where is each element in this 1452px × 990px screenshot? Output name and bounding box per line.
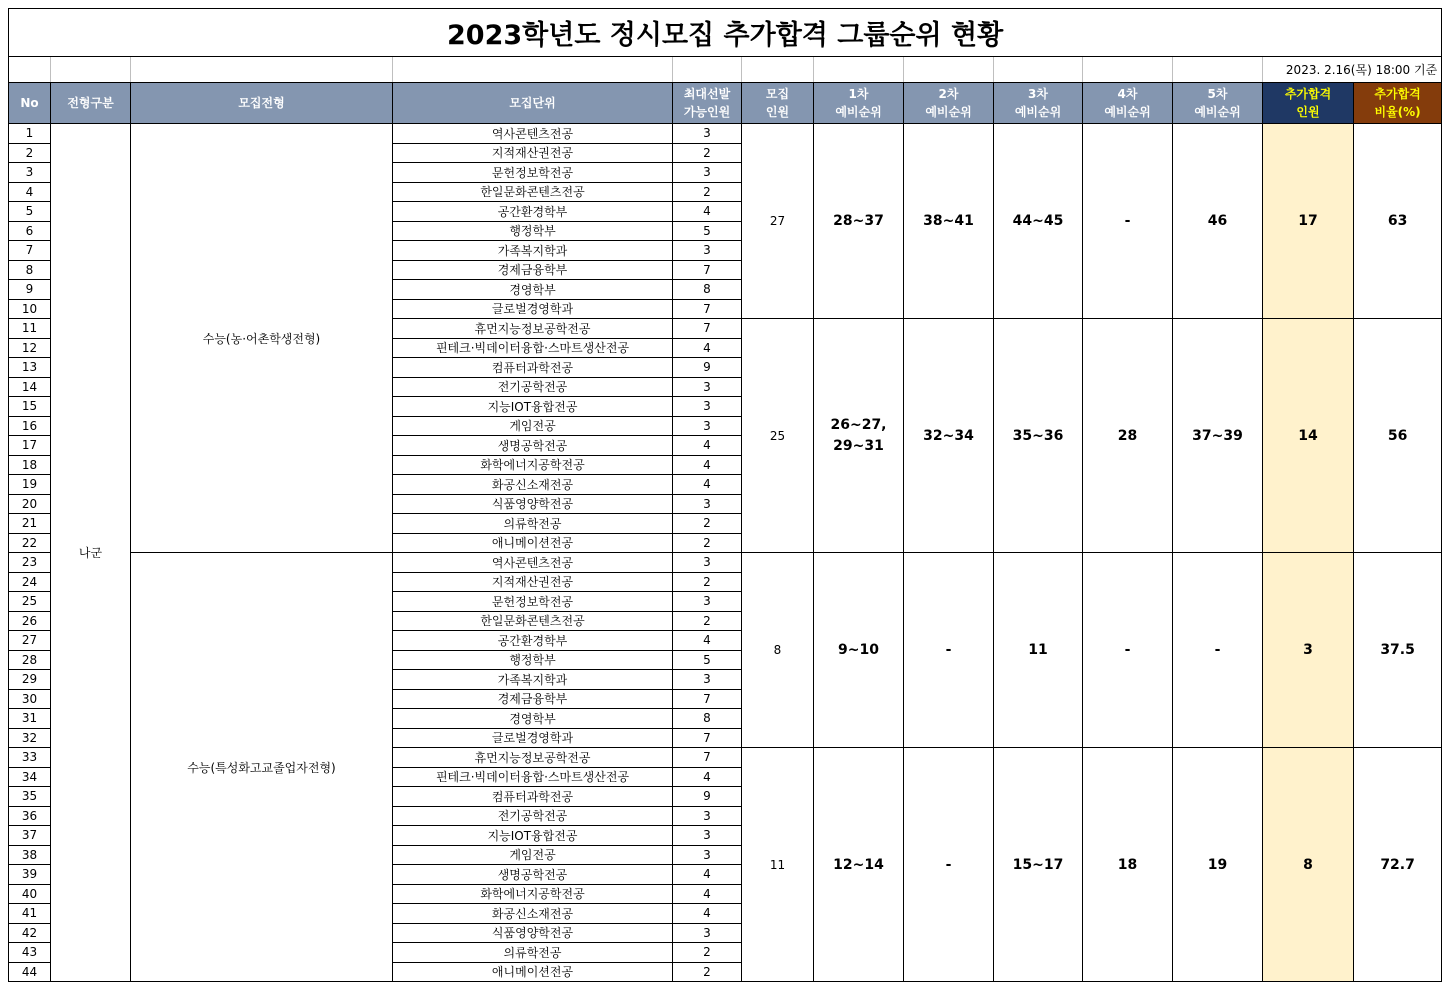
unit-cell: 역사콘텐츠전공 [393,553,673,573]
unit-cell: 지능IOT융합전공 [393,826,673,846]
row-number: 42 [9,923,51,943]
max-cell: 4 [673,455,742,475]
row-number: 44 [9,962,51,982]
row-number: 9 [9,280,51,300]
header-unit: 모집단위 [393,83,673,124]
max-cell: 7 [673,748,742,768]
row-number: 31 [9,709,51,729]
unit-cell: 전기공학전공 [393,806,673,826]
unit-cell: 역사콘텐츠전공 [393,124,673,144]
add-cell: 14 [1263,319,1354,553]
header-add: 추가합격 인원 [1263,83,1354,124]
row-number: 14 [9,377,51,397]
row-number: 35 [9,787,51,807]
type-label-cell: 나군 [51,124,131,982]
max-cell: 3 [673,377,742,397]
row-number: 24 [9,572,51,592]
r5-cell: 37~39 [1173,319,1263,553]
row-number: 36 [9,806,51,826]
row-number: 22 [9,533,51,553]
max-cell: 9 [673,787,742,807]
unit-cell: 식품영양학전공 [393,923,673,943]
max-cell: 4 [673,631,742,651]
r4-cell: - [1083,124,1173,319]
max-cell: 3 [673,670,742,690]
unit-cell: 경영학부 [393,709,673,729]
row-number: 27 [9,631,51,651]
row-number: 17 [9,436,51,456]
max-cell: 3 [673,124,742,144]
unit-cell: 화공신소재전공 [393,904,673,924]
max-cell: 5 [673,221,742,241]
max-cell: 7 [673,689,742,709]
unit-cell: 문헌정보학전공 [393,163,673,183]
r1-line2: 29~31 [833,437,884,454]
unit-cell: 한일문화콘텐츠전공 [393,611,673,631]
unit-cell: 지적재산권전공 [393,143,673,163]
header-r4: 4차 예비순위 [1083,83,1173,124]
max-cell: 3 [673,397,742,417]
add-cell: 8 [1263,748,1354,982]
row-number: 26 [9,611,51,631]
unit-cell: 게임전공 [393,845,673,865]
row-number: 2 [9,143,51,163]
r2-cell: - [904,748,994,982]
r5-cell: - [1173,553,1263,748]
max-cell: 8 [673,709,742,729]
r2-cell: 32~34 [904,319,994,553]
row-number: 23 [9,553,51,573]
r4-cell: 28 [1083,319,1173,553]
row-number: 40 [9,884,51,904]
r4-cell: - [1083,553,1173,748]
max-cell: 2 [673,611,742,631]
unit-cell: 한일문화콘텐츠전공 [393,182,673,202]
row-number: 19 [9,475,51,495]
max-cell: 4 [673,436,742,456]
max-cell: 2 [673,943,742,963]
quota-cell: 8 [742,553,814,748]
spreadsheet [8,8,1441,982]
max-cell: 4 [673,338,742,358]
unit-cell: 화학에너지공학전공 [393,884,673,904]
row-number: 1 [9,124,51,144]
header-no: No [9,83,51,124]
table-row [9,124,1442,144]
max-cell: 4 [673,202,742,222]
r5-cell: 46 [1173,124,1263,319]
quota-cell: 27 [742,124,814,319]
unit-cell: 핀테크·빅데이터융합·스마트생산전공 [393,338,673,358]
quota-cell: 11 [742,748,814,982]
r3-cell: 44~45 [994,124,1083,319]
r3-cell: 15~17 [994,748,1083,982]
unit-cell: 생명공학전공 [393,436,673,456]
header-r1: 1차 예비순위 [814,83,904,124]
row-number: 4 [9,182,51,202]
header-quota: 모집 인원 [742,83,814,124]
unit-cell: 행정학부 [393,221,673,241]
unit-cell: 행정학부 [393,650,673,670]
unit-cell: 식품영양학전공 [393,494,673,514]
unit-cell: 지적재산권전공 [393,572,673,592]
row-number: 10 [9,299,51,319]
max-cell: 3 [673,553,742,573]
max-cell: 8 [673,280,742,300]
max-cell: 3 [673,416,742,436]
unit-cell: 경제금융학부 [393,689,673,709]
max-cell: 4 [673,767,742,787]
header-r3: 3차 예비순위 [994,83,1083,124]
unit-cell: 생명공학전공 [393,865,673,885]
unit-cell: 문헌정보학전공 [393,592,673,612]
row-number: 18 [9,455,51,475]
unit-cell: 전기공학전공 [393,377,673,397]
unit-cell: 경제금융학부 [393,260,673,280]
unit-cell: 글로벌경영학과 [393,728,673,748]
header-max: 최대선발 가능인원 [673,83,742,124]
row-number: 38 [9,845,51,865]
unit-cell: 컴퓨터과학전공 [393,358,673,378]
unit-cell: 의류학전공 [393,943,673,963]
max-cell: 4 [673,865,742,885]
max-cell: 7 [673,319,742,339]
row-number: 3 [9,163,51,183]
unit-cell: 컴퓨터과학전공 [393,787,673,807]
row-number: 41 [9,904,51,924]
row-number: 29 [9,670,51,690]
row-number: 32 [9,728,51,748]
row-number: 37 [9,826,51,846]
max-cell: 2 [673,514,742,534]
unit-cell: 게임전공 [393,416,673,436]
max-cell: 3 [673,923,742,943]
max-cell: 7 [673,728,742,748]
unit-cell: 경영학부 [393,280,673,300]
admission-name-cell: 수능(농·어촌학생전형) [131,124,393,553]
row-number: 7 [9,241,51,261]
admission-name-cell: 수능(특성화고교졸업자전형) [131,553,393,982]
quota-cell: 25 [742,319,814,553]
row-number: 33 [9,748,51,768]
ratio-cell: 37.5 [1354,553,1442,748]
page-title: 2023학년도 정시모집 추가합격 그룹순위 현황 [9,9,1442,57]
r1-cell [814,319,904,553]
r1-cell: 28~37 [814,124,904,319]
max-cell: 2 [673,143,742,163]
row-number: 13 [9,358,51,378]
max-cell: 3 [673,592,742,612]
row-number: 12 [9,338,51,358]
unit-cell: 화학에너지공학전공 [393,455,673,475]
max-cell: 7 [673,260,742,280]
date-note: 2023. 2.16(목) 18:00 기준 [1263,57,1442,83]
r1-cell: 9~10 [814,553,904,748]
row-number: 43 [9,943,51,963]
row-number: 8 [9,260,51,280]
row-number: 11 [9,319,51,339]
max-cell: 4 [673,884,742,904]
unit-cell: 휴먼지능정보공학전공 [393,748,673,768]
ratio-cell: 72.7 [1354,748,1442,982]
max-cell: 3 [673,494,742,514]
header-r5: 5차 예비순위 [1173,83,1263,124]
header-r2: 2차 예비순위 [904,83,994,124]
row-number: 21 [9,514,51,534]
max-cell: 3 [673,826,742,846]
header-admission: 모집전형 [131,83,393,124]
results-table [8,8,1442,982]
r3-cell: 35~36 [994,319,1083,553]
max-cell: 2 [673,182,742,202]
header-type: 전형구분 [51,83,131,124]
row-number: 5 [9,202,51,222]
max-cell: 7 [673,299,742,319]
ratio-cell: 63 [1354,124,1442,319]
row-number: 39 [9,865,51,885]
unit-cell: 공간환경학부 [393,202,673,222]
max-cell: 4 [673,904,742,924]
row-number: 25 [9,592,51,612]
row-number: 6 [9,221,51,241]
r2-cell: 38~41 [904,124,994,319]
unit-cell: 지능IOT융합전공 [393,397,673,417]
unit-cell: 핀테크·빅데이터융합·스마트생산전공 [393,767,673,787]
r1-cell: 12~14 [814,748,904,982]
max-cell: 2 [673,962,742,982]
add-cell: 17 [1263,124,1354,319]
r3-cell: 11 [994,553,1083,748]
table-row [9,553,1442,573]
row-number: 16 [9,416,51,436]
unit-cell: 가족복지학과 [393,241,673,261]
max-cell: 4 [673,475,742,495]
max-cell: 5 [673,650,742,670]
unit-cell: 공간환경학부 [393,631,673,651]
row-number: 34 [9,767,51,787]
unit-cell: 애니메이션전공 [393,533,673,553]
row-number: 28 [9,650,51,670]
max-cell: 3 [673,806,742,826]
r4-cell: 18 [1083,748,1173,982]
max-cell: 2 [673,533,742,553]
unit-cell: 휴먼지능정보공학전공 [393,319,673,339]
header-row [9,83,1442,124]
r1-line1: 26~27, [830,416,887,433]
unit-cell: 애니메이션전공 [393,962,673,982]
row-number: 15 [9,397,51,417]
unit-cell: 화공신소재전공 [393,475,673,495]
max-cell: 3 [673,845,742,865]
ratio-cell: 56 [1354,319,1442,553]
header-ratio: 추가합격 비율(%) [1354,83,1442,124]
unit-cell: 가족복지학과 [393,670,673,690]
row-number: 30 [9,689,51,709]
unit-cell: 의류학전공 [393,514,673,534]
row-number: 20 [9,494,51,514]
unit-cell: 글로벌경영학과 [393,299,673,319]
r5-cell: 19 [1173,748,1263,982]
add-cell: 3 [1263,553,1354,748]
r2-cell: - [904,553,994,748]
max-cell: 3 [673,163,742,183]
max-cell: 2 [673,572,742,592]
max-cell: 3 [673,241,742,261]
max-cell: 9 [673,358,742,378]
